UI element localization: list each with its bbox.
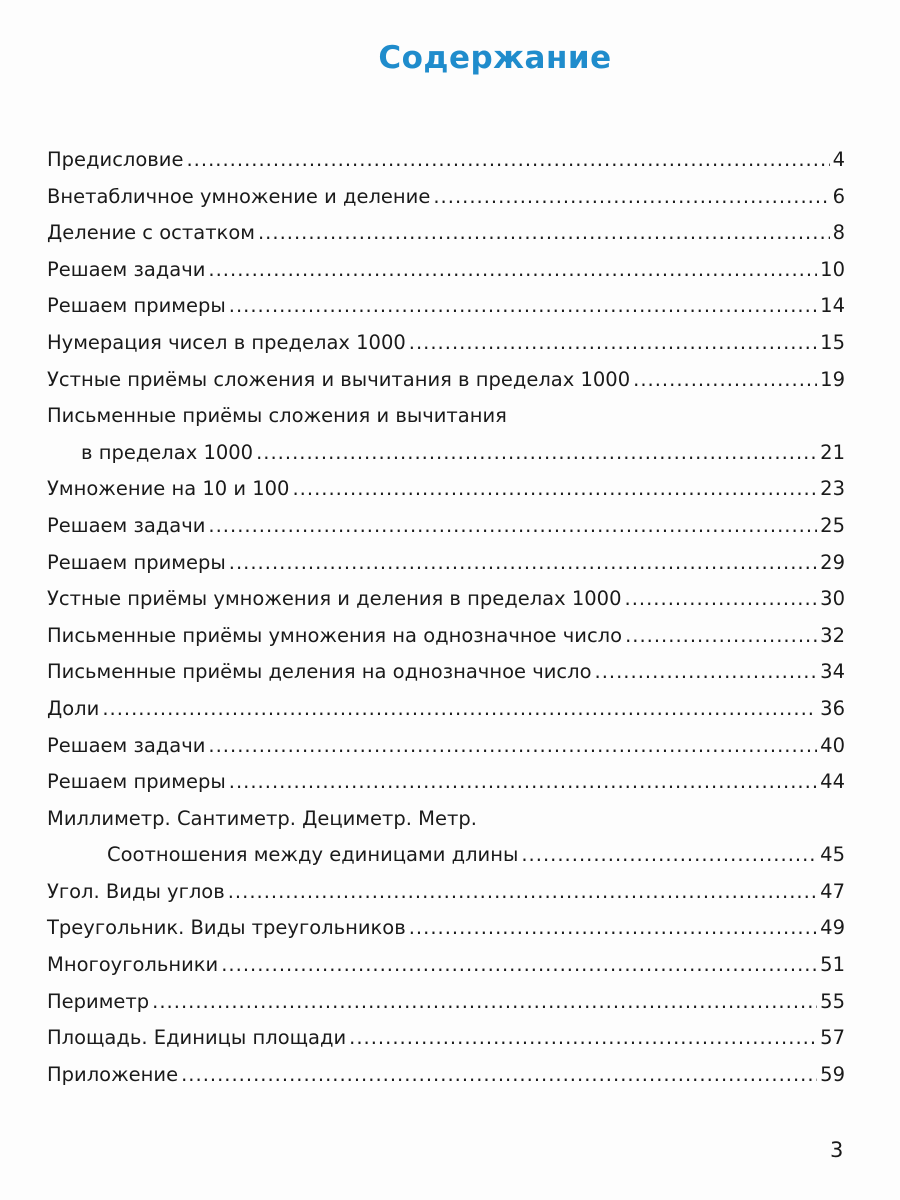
toc-entry-label: Угол. Виды углов [47,879,225,903]
toc-entry-label: Решаем примеры [47,294,226,318]
toc-entry-label: Письменные приёмы сложения и вычитания [47,404,507,428]
toc-entry-page: 19 [820,367,845,391]
toc-entry-label: Треугольник. Виды треугольников [47,916,406,940]
toc-entry[interactable] [47,807,845,844]
dot-leader [228,880,817,903]
toc-entry[interactable] [47,258,845,295]
dot-leader [186,148,829,171]
table-of-contents [47,148,845,1099]
dot-leader [208,258,817,281]
toc-entry[interactable] [47,624,845,661]
toc-entry[interactable] [47,587,845,624]
toc-entry-page: 15 [820,330,845,354]
page-number: 3 [830,1138,844,1162]
toc-entry-label: Многоугольники [47,953,219,977]
toc-entry-label: Приложение [47,1062,179,1086]
toc-entry-page: 8 [832,221,845,245]
toc-entry[interactable] [47,331,845,368]
toc-entry-page: 32 [820,623,845,647]
toc-entry-label: Доли [47,696,100,720]
dot-leader [433,185,829,208]
toc-entry[interactable] [47,990,845,1027]
toc-entry-label: Соотношения между единицами длины [107,843,519,867]
toc-entry-label: Письменные приёмы умножения на однозначное число [47,623,623,647]
toc-entry-page: 45 [820,843,845,867]
toc-entry-label: Периметр [47,989,150,1013]
toc-entry-page: 30 [820,587,845,611]
toc-entry-label: Деление с остатком [47,221,255,245]
toc-entry[interactable] [47,1026,845,1063]
toc-entry-page: 36 [820,696,845,720]
toc-entry-page: 47 [820,879,845,903]
toc-entry[interactable] [47,660,845,697]
dot-leader [349,1026,817,1049]
toc-entry[interactable] [47,441,845,478]
toc-entry-label: Письменные приёмы деления на однозначное число [47,660,592,684]
toc-entry-page: 14 [820,294,845,318]
dot-leader [258,221,830,244]
toc-entry[interactable] [47,185,845,222]
toc-entry-label: Умножение на 10 и 100 [47,477,290,501]
toc-entry-page: 40 [820,733,845,757]
dot-leader [208,734,817,757]
toc-entry-page: 51 [820,953,845,977]
toc-entry-label: Устные приёмы сложения и вычитания в пределах 1000 [47,367,631,391]
toc-entry[interactable] [47,770,845,807]
toc-entry-label: Решаем задачи [47,733,206,757]
dot-leader [409,331,817,354]
toc-entry[interactable] [47,880,845,917]
toc-entry-label: Предисловие [47,148,184,171]
toc-entry-page: 59 [820,1062,845,1086]
toc-entry[interactable] [47,221,845,258]
toc-entry-page: 23 [820,477,845,501]
dot-leader [229,551,817,574]
toc-entry-page: 6 [832,184,845,208]
dot-leader [229,770,817,793]
dot-leader [409,916,817,939]
toc-entry[interactable] [47,1063,845,1100]
toc-entry-page: 29 [820,550,845,574]
toc-entry-label: Решаем примеры [47,770,226,794]
toc-entry[interactable] [47,368,845,405]
toc-entry-page: 49 [820,916,845,940]
toc-entry[interactable] [47,697,845,734]
dot-leader [221,953,817,976]
toc-entry-label: Внетабличное умножение и деление [47,184,431,208]
toc-entry-label: в пределах 1000 [81,440,254,464]
dot-leader [521,843,817,866]
dot-leader [292,477,817,500]
toc-entry[interactable] [47,916,845,953]
toc-entry-label: Решаем задачи [47,513,206,537]
toc-entry[interactable] [47,734,845,771]
toc-entry-label: Устные приёмы умножения и деления в пределах 1000 [47,587,622,611]
dot-leader [229,294,817,317]
toc-entry[interactable] [47,843,845,880]
toc-entry-label: Нумерация чисел в пределах 1000 [47,330,406,354]
dot-leader [633,368,817,391]
toc-entry-page: 25 [820,513,845,537]
dot-leader [181,1063,817,1086]
toc-entry[interactable] [47,953,845,990]
page-title: Содержание [378,40,612,76]
toc-entry-page: 34 [820,660,845,684]
toc-entry[interactable] [47,404,845,441]
toc-entry-label: Решаем примеры [47,550,226,574]
toc-entry[interactable] [47,148,845,185]
toc-entry-page: 10 [820,257,845,281]
dot-leader [625,624,817,647]
toc-entry[interactable] [47,551,845,588]
dot-leader [256,441,817,464]
dot-leader [625,587,818,610]
toc-entry-page: 21 [820,440,845,464]
toc-entry-label: Решаем задачи [47,257,206,281]
toc-entry[interactable] [47,477,845,514]
toc-entry-page: 55 [820,989,845,1013]
toc-entry-page: 44 [820,770,845,794]
toc-entry-page: 4 [832,148,845,171]
toc-entry-label: Площадь. Единицы площади [47,1026,347,1050]
toc-entry-label: Миллиметр. Сантиметр. Дециметр. Метр. [47,806,477,830]
toc-entry[interactable] [47,514,845,551]
dot-leader [595,660,818,683]
toc-entry[interactable] [47,294,845,331]
dot-leader [102,697,817,720]
dot-leader [152,990,817,1013]
toc-entry-page: 57 [820,1026,845,1050]
dot-leader [208,514,817,537]
